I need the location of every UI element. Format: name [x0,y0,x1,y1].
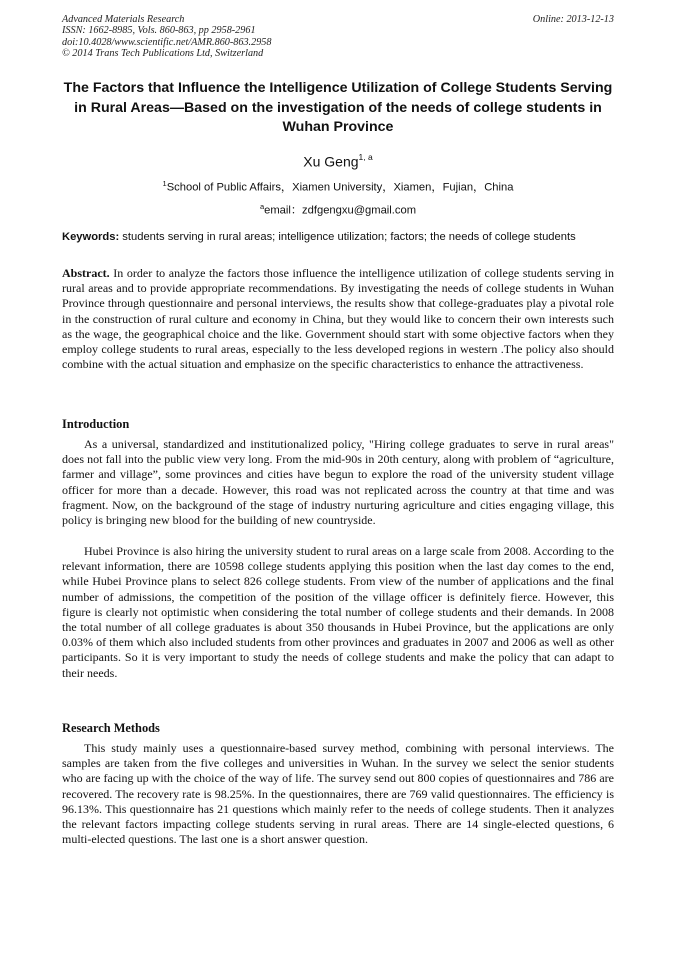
affiliation-superscript: 1 [162,179,167,188]
abstract-label: Abstract. [62,266,110,280]
author-line [62,149,614,171]
research-methods-heading: Research Methods [62,721,160,735]
keywords-text: students serving in rural areas; intelligence utilization; factors; the needs of college students [119,231,576,243]
keywords-label: Keywords: [62,231,120,243]
introduction-paragraph-2: Hubei Province is also hiring the university student to rural areas on a large scale from 2008. According to the relevant information, there are 10598 college students applying this position when the last day comes to the end, while Hubei Province plans to select 826 college students. From view of the number of applications and the final number of admissions, the competition of the position of the village officer is definitely fierce. However, this figure is clearly not optimistic when considering the total number of college students and their demands. In 2008 the total number of all college graduates is about 350 thousands in Hubei Province, but the applications are only 0.03% of them which also included students from other provinces and graduates in 2007 and 2006 as well as other participants. So it is very important to study the needs of college students and make the policy that can adapt to their needs. [62,544,614,680]
introduction-paragraph-1: As a universal, standardized and institutionalized policy, "Hiring college graduates to serve in rural areas" does not fall into the public view very long. From the mid-90s in 20th century, along with problem of “agriculture, farmer and village”, some provinces and cities have begun to explore the road of the university student village officer for more than a decade. However, this road was not replicated across the country at that time and was fragment. Now, on the background of the stage of industry nurturing agriculture and cities engaging village, this policy is bringing new blood for the building of new countryside. [62,437,614,528]
issn-line: ISSN: 1662-8985, Vols. 860-863, pp 2958-2961 [62,25,256,37]
online-date: Online: 2013-12-13 [532,14,614,25]
author-name: Xu Geng [303,153,359,170]
doi-line: doi:10.4028/www.scientific.net/AMR.860-863.2958 [62,36,272,48]
affiliation-line [62,177,614,195]
paper-title: The Factors that Influence the Intelligence Utilization of College Students Serving in Rural Areas—Based on the investigation of the needs of college students in Wuhan Province [63,80,613,135]
email-line [62,200,614,218]
email-text[interactable]: email：zdfgengxu@gmail.com [264,204,417,217]
author-superscript: 1, a [358,152,373,162]
journal-header [62,14,614,59]
research-methods-paragraph: This study mainly uses a questionnaire-based survey method, combining with personal interviews. The samples are taken from the five colleges and universities in Wuhan. In the survey we select the senior students who are facing up with the choice of the way of life. The survey send out 800 copies of questionnaires and 786 are recovered. The recovery rate is 98.25%. In the questionnaires, there are 769 valid questionnaires. The efficiency is 96.13%. This questionnaire has 21 questions which mainly refer to the needs of college students. Then it analyzes the relevant factors impacting college students serving in rural areas. There are 14 single-elected questions, 6 multi-elected questions. The last one is a short answer question. [62,741,614,847]
journal-name: Advanced Materials Research [62,14,185,25]
abstract-block [62,266,614,372]
keywords-block [62,231,614,245]
introduction-heading: Introduction [62,417,130,431]
affiliation-text: School of Public Affairs，Xiamen University，Xiamen，Fujian，China [166,181,514,194]
copyright-line: © 2014 Trans Tech Publications Ltd, Switzerland [62,47,264,59]
abstract-text: In order to analyze the factors those influence the intelligence utilization of college students serving in rural areas and to provide appropriate recommendations. By investigating the needs of college students in Wuhan Province through questionnaire and personal interviews, the results show that college-graduates play a pivotal role in the construction of rural culture and economy in China, but they would like to concern their own interests such as the wage, the geographical choice and the like. Government should start with some objective factors when they employ college students to rural areas, especially to the less developed regions in western .The policy also should combine with the actual situation and emphasize on the specific characteristics to enhance the attractiveness. [62,266,614,372]
email-superscript: a [259,202,265,211]
